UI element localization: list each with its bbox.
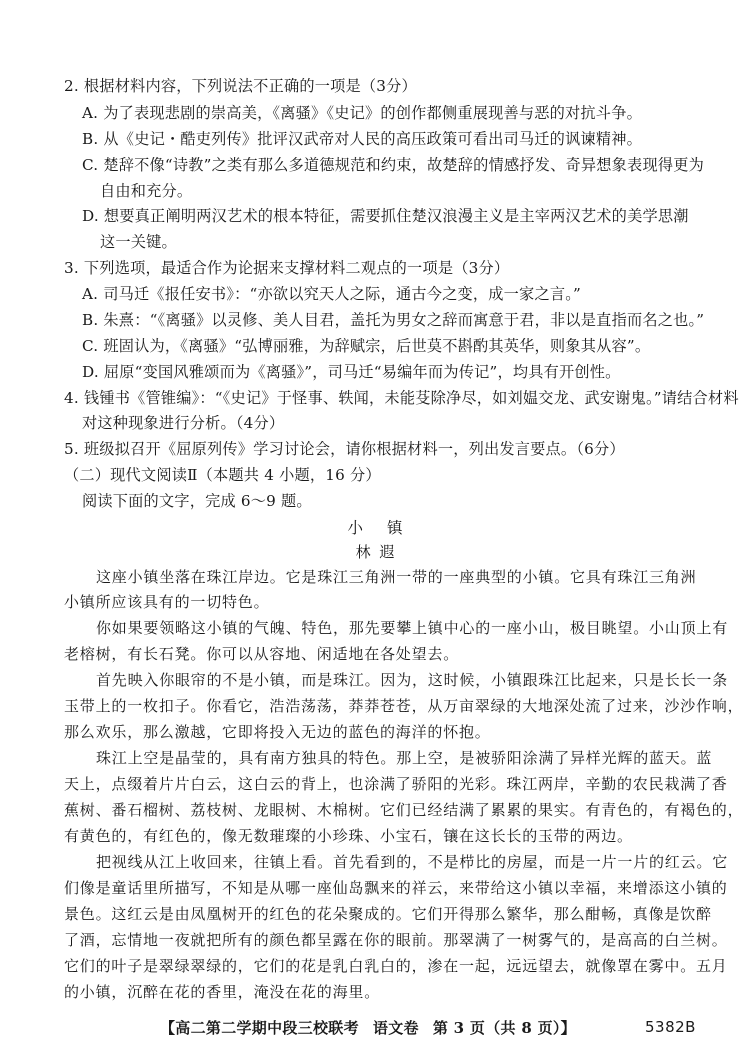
essay-paragraph-1-line-1: 这座小镇坐落在珠江岸边。它是珠江三角洲一带的一座典型的小镇。它具有珠江三角洲 [96,568,697,586]
question-4-stem: 4. 钱锺书《管锥编》：“《史记》于怪事、轶闻，未能芟除净尽，如刘媪交龙、武安谢鬼。”请结合材料 [64,389,739,407]
question-4-stem-cont: 对这种现象进行分析。（4分） [82,414,285,432]
essay-paragraph-3-line-2: 玉带上的一枚扣子。你看它，浩浩荡荡，莽莽苍苍，从万亩翠绿的大地深处流了过来，沙沙作响， [64,697,744,715]
essay-paragraph-3-line-1: 首先映入你眼帘的不是小镇，而是珠江。因为，这时候，小镇跟珠江比起来，只是长长一条 [96,671,729,689]
essay-title-char-2: 镇 [387,519,405,537]
question-2-stem: 2. 根据材料内容，下列说法不正确的一项是（3分） [64,77,417,95]
question-3-option-b: B. 朱熹：“《离骚》以灵修、美人目君，盖托为男女之辞而寓意于君，非以是直指而名之也。” [82,311,705,329]
essay-paragraph-1-line-2: 小镇所应该具有的一切特色。 [64,593,270,611]
essay-paragraph-2-line-2: 老榕树，有长石凳。你可以从容地、闲适地在各处望去。 [64,645,460,663]
essay-paragraph-4-line-3: 蕉树、番石榴树、荔枝树、龙眼树、木棉树。它们已经结满了累累的果实。有青色的，有褐色的， [64,801,744,819]
question-3-option-c: C. 班固认为，《离骚》“弘博丽雅，为辞赋宗，后世莫不斟酌其英华，则象其从容”。 [82,337,651,355]
question-2-option-c: C. 楚辞不像“诗教”之类有那么多道德规范和约束，故楚辞的情感抒发、奇异想象表现得更为 [82,156,704,174]
question-5-stem: 5. 班级拟召开《屈原列传》学习讨论会，请你根据材料一，列出发言要点。（6分） [64,440,625,458]
question-2-option-d-cont: 这一关键。 [100,233,177,251]
section-instruction: 阅读下面的文字，完成 6～9 题。 [82,492,312,510]
essay-title-char-1: 小 [347,519,365,537]
footer-page-number: 第 3 页（共 8 页）】 [432,1019,576,1037]
essay-paragraph-5-line-2: 们像是童话里所描写，不知是从哪一座仙岛飘来的祥云，来带给这小镇以幸福，来增添这小镇的 [64,879,728,897]
essay-paragraph-4-line-2: 天上，点缀着片片白云，这白云的背上，也涂满了骄阳的光彩。珠江两岸，辛勤的农民栽满了香 [64,775,728,793]
footer-subject: 语文卷 [372,1019,419,1037]
question-3-option-a: A. 司马迁《报任安书》：“亦欲以究天人之际，通古今之变，成一家之言。” [82,285,581,303]
paper-code: 5382B [645,1018,696,1036]
essay-paragraph-4-line-4: 有黄色的，有红色的，像无数璀璨的小珍珠、小宝石，镶在这长长的玉带的两边。 [64,827,633,845]
section-heading: （二）现代文阅读Ⅱ（本题共 4 小题，16 分） [64,466,381,484]
essay-paragraph-5-line-1: 把视线从江上收回来，往镇上看。首先看到的，不是栉比的房屋，而是一片一片的红云。它 [96,853,729,871]
essay-paragraph-2-line-1: 你如果要领略这小镇的气魄、特色，那先要攀上镇中心的一座小山，极目眺望。小山顶上有 [96,619,729,637]
essay-paragraph-3-line-3: 那么欢乐，那么激越，它即将投入无边的蓝色的海洋的怀抱。 [64,723,491,741]
essay-paragraph-5-line-5: 它们的叶子是翠绿翠绿的，它们的花是乳白乳白的，渗在一起，远远望去，就像罩在雾中。五月 [64,957,728,975]
essay-paragraph-4-line-1: 珠江上空是晶莹的，具有南方独具的特色。那上空，是被骄阳涂满了异样光辉的蓝天。蓝 [96,749,713,767]
question-2-option-a: A. 为了表现悲剧的崇高美，《离骚》《史记》的创作都侧重展现善与恶的对抗斗争。 [82,104,642,122]
question-2-option-b: B. 从《史记・酷吏列传》批评汉武帝对人民的高压政策可看出司马迁的讽谏精神。 [82,130,642,148]
question-2-option-c-cont: 自由和充分。 [100,182,193,200]
question-3-stem: 3. 下列选项，最适合作为论据来支撑材料二观点的一项是（3分） [64,259,510,277]
footer-exam-name: 【高二第二学期中段三校联考 [160,1019,359,1037]
question-3-option-d: D. 屈原“变国风雅颂而为《离骚》”，司马迁“易编年而为传记”，均具有开创性。 [82,363,621,381]
page-footer [160,1018,576,1038]
essay-paragraph-5-line-4: 了酒，忘情地一夜就把所有的颜色都呈露在你的眼前。那翠满了一树雾气的，是高高的白兰树。 [64,931,728,949]
essay-author: 林 遐 [355,543,397,561]
essay-paragraph-5-line-6: 的小镇，沉醉在花的香里，淹没在花的海里。 [64,983,381,1001]
question-2-option-d: D. 想要真正阐明两汉艺术的根本特征，需要抓住楚汉浪漫主义是主宰两汉艺术的美学思潮 [82,207,689,225]
essay-paragraph-5-line-3: 景色。这红云是由凤凰树开的红色的花朵聚成的。它们开得那么繁华，那么酣畅，真像是饮醉 [64,905,712,923]
essay-title [0,518,752,538]
